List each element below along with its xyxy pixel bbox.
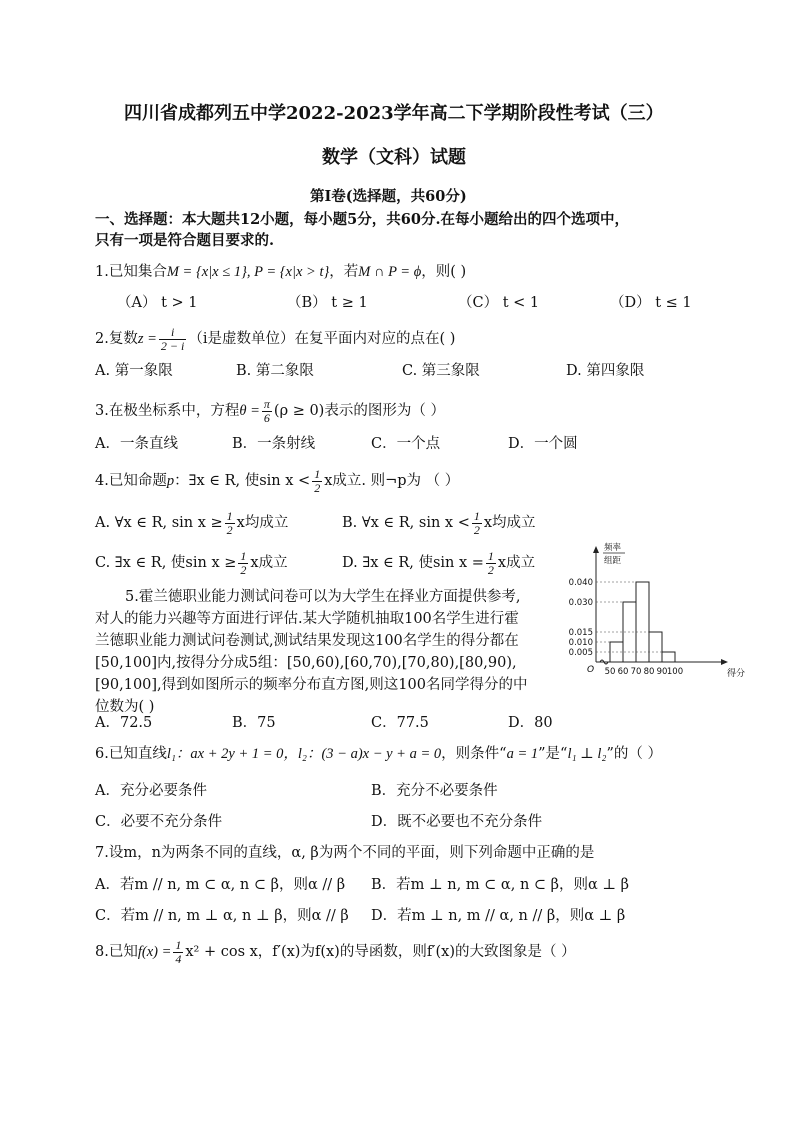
x-tick-label: 70 [630, 667, 642, 677]
histogram-group [569, 542, 745, 679]
q4-option-b[interactable]: B. ∀x ∈ R, sin x < $\frac{1}{2}$ x均成立 [342, 508, 536, 537]
q1-option-b[interactable]: （B） t ≥ 1 [287, 295, 368, 311]
q5-option-d[interactable]: D．80 [508, 715, 553, 731]
q2-fraction: $\frac{i}{2 - i}$ [160, 324, 185, 353]
q7-option-a[interactable]: A．若m // n, m ⊂ α, n ⊂ β，则α // β [95, 877, 346, 893]
q5-line-2: 对人的能力兴趣等方面进行评估.某大学随机抽取100名学生进行霍 [95, 611, 519, 627]
q1-text-b: ，若 [329, 264, 359, 280]
q5-option-c[interactable]: C．77.5 [371, 715, 429, 731]
q1-math-sets: M = {x|x ≤ 1}, P = {x|x > t} [166, 264, 330, 280]
origin-label: O [587, 665, 595, 675]
q2-math: z = [137, 331, 157, 347]
q5-option-a[interactable]: A．72.5 [95, 715, 153, 731]
question-3-stem [95, 396, 445, 426]
q3-text-a: 3.在极坐标系中，方程 [95, 403, 240, 419]
x-axis-arrow [721, 659, 728, 665]
x-tick-label: 80 [643, 667, 655, 677]
q3-option-a[interactable]: A．一条直线 [95, 436, 178, 452]
y-axis-label-top: 频率 [604, 543, 622, 553]
q4-fraction: $\frac{1}{2}$ [314, 466, 321, 495]
x-tick-label: 100 [666, 667, 684, 677]
volume-heading: 第Ⅰ卷(选择题，共60分) [310, 188, 467, 205]
q1-option-d[interactable]: （D） t ≤ 1 [610, 295, 692, 311]
q3-option-c[interactable]: C．一个点 [371, 436, 441, 452]
q3-option-d[interactable]: D．一个圆 [508, 436, 578, 452]
frequency-histogram [560, 540, 746, 685]
y-tick-label: 0.010 [568, 638, 593, 648]
q5-line-3: 兰德职业能力测试问卷测试,测试结果发现这100名学生的得分都在 [95, 633, 519, 649]
q6-option-a[interactable]: A．充分必要条件 [95, 783, 207, 799]
section-instruction-1: 一、选择题：本大题共12小题，每小题5分，共60分.在每小题给出的四个选项中， [95, 211, 629, 228]
x-tick-label: 90 [656, 667, 668, 677]
question-1-stem [95, 262, 466, 282]
question-6-stem: 6.已知直线l₁：ax + 2y + 1 = 0，l₂：(3 − a)x − y + a = 0，则条件“a = 1”是“l₁ ⊥ l₂”的（ ） [95, 746, 662, 762]
q2-option-c[interactable]: C. 第三象限 [402, 363, 480, 379]
page-subtitle: 数学（文科）试题 [322, 147, 466, 168]
q2-text-b: （i是虚数单位）在复平面内对应的点在( ) [188, 331, 456, 347]
y-tick-label: 0.015 [568, 628, 593, 638]
q4-option-a[interactable]: A. ∀x ∈ R, sin x ≥ $\frac{1}{2}$ x均成立 [95, 508, 289, 537]
q1-text-a: 1.已知集合 [95, 264, 167, 280]
q4-option-c[interactable]: C. ∃x ∈ R, 使sin x ≥ $\frac{1}{2}$ x成立 [95, 548, 288, 577]
q3-fraction: $\frac{\pi}{6}$ [263, 396, 270, 425]
histogram-bar [636, 582, 649, 662]
x-tick-label: 60 [617, 667, 629, 677]
q8-fraction: $\frac{1}{4}$ [175, 937, 182, 966]
histogram-bar [662, 652, 675, 662]
q2-option-a[interactable]: A. 第一象限 [95, 363, 173, 379]
histogram-bar [649, 632, 662, 662]
q4-math-p: p [166, 473, 175, 489]
q2-text-a: 2.复数 [95, 331, 138, 347]
y-axis-label-bottom: 组距 [604, 556, 622, 566]
section-instruction-2: 只有一项是符合题目要求的. [95, 232, 275, 249]
q6-lines-math: l₁：ax + 2y + 1 = 0，l₂：(3 − a)x − y + a = 0 [166, 746, 442, 762]
q5-line-5: [90,100],得到如图所示的频率分布直方图,则这100名同学得分的中 [95, 677, 528, 693]
q4-option-d[interactable]: D. ∃x ∈ R, 使sin x = $\frac{1}{2}$ x成立 [342, 548, 536, 577]
q4-text-b: ：∃x ∈ R, 使sin x < [174, 473, 311, 489]
q2-option-b[interactable]: B. 第二象限 [236, 363, 314, 379]
question-7-stem: 7.设m，n为两条不同的直线，α, β为两个不同的平面，则下列命题中正确的是 [95, 845, 595, 861]
q1-option-c[interactable]: （C） t < 1 [458, 295, 540, 311]
x-tick-label: 50 [604, 667, 616, 677]
x-axis-label: 得分 [727, 669, 746, 679]
q1-option-a[interactable]: （A） t > 1 [117, 295, 198, 311]
question-4-stem [95, 466, 459, 496]
q5-line-1: 5.霍兰德职业能力测试问卷可以为大学生在择业方面提供参考, [125, 589, 521, 605]
y-tick-label: 0.005 [568, 648, 593, 658]
y-tick-label: 0.030 [568, 598, 593, 608]
q3-math: θ = [239, 403, 260, 419]
q1-math-cond: M ∩ P = ϕ [358, 264, 422, 280]
q5-option-b[interactable]: B．75 [232, 715, 276, 731]
q6-option-b[interactable]: B．充分不必要条件 [371, 783, 498, 799]
q8-function: f(x) = [137, 944, 172, 960]
q4-text-c: x成立. 则¬p为 （ ） [324, 473, 460, 489]
q6-option-d[interactable]: D．既不必要也不充分条件 [371, 814, 543, 830]
y-axis-arrow [593, 546, 599, 553]
q4-text-a: 4.已知命题 [95, 473, 167, 489]
q7-option-b[interactable]: B．若m ⊥ n, m ⊂ α, n ⊂ β，则α ⊥ β [371, 877, 630, 893]
question-8-stem: 8.已知f(x) = $\frac{1}{4}$ x² + cos x，f′(x)为f(x)的导函数，则f′(x)的大致图象是（ ） [95, 937, 576, 966]
q6-option-c[interactable]: C．必要不充分条件 [95, 814, 223, 830]
q3-option-b[interactable]: B．一条射线 [232, 436, 316, 452]
y-tick-label: 0.040 [568, 578, 593, 588]
question-2-stem [95, 324, 455, 354]
q5-line-6: 位数为( ) [95, 699, 155, 715]
q1-text-c: ，则( ) [421, 264, 467, 280]
q3-text-b: (ρ ≥ 0)表示的图形为（ ） [273, 403, 445, 419]
q2-option-d[interactable]: D. 第四象限 [566, 363, 645, 379]
q7-option-d[interactable]: D．若m ⊥ n, m // α, n // β，则α ⊥ β [371, 908, 626, 924]
q5-line-4: [50,100]内,按得分分成5组：[50,60),[60,70),[70,80),[80,90), [95, 655, 517, 671]
page-title: 四川省成都列五中学2022-2023学年高二下学期阶段性考试（三） [124, 103, 664, 124]
q7-option-c[interactable]: C．若m // n, m ⊥ α, n ⊥ β，则α // β [95, 908, 349, 924]
